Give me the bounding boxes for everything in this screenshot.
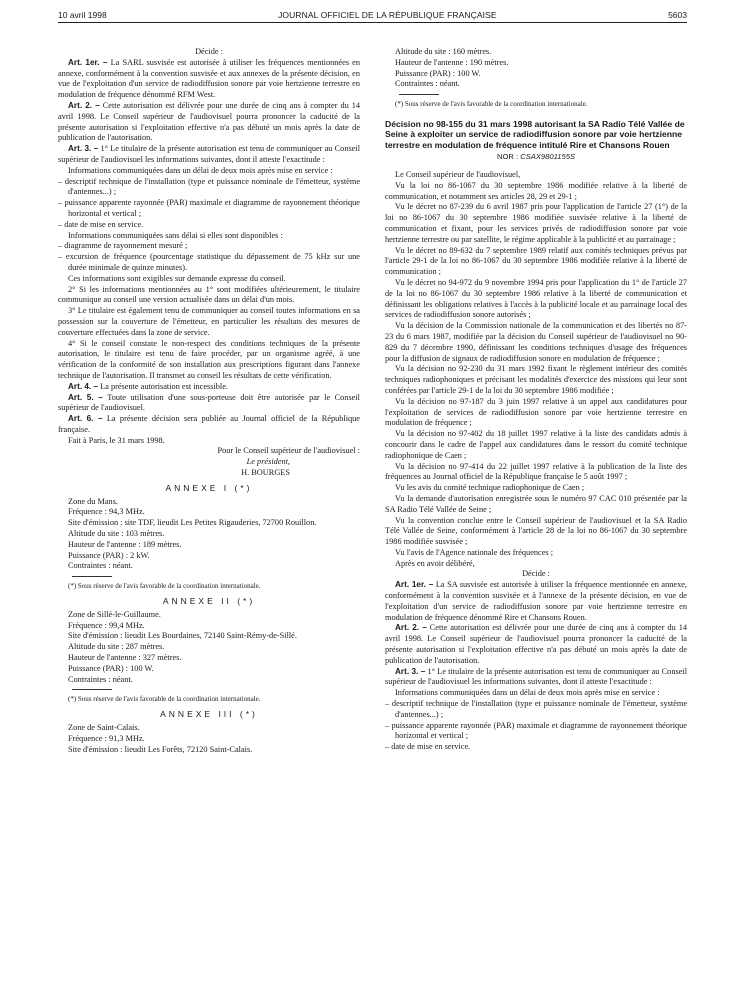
annexe-line: Zone de Saint-Calais. [68, 723, 140, 733]
visa: Vu la décision no 92-230 du 31 mars 1992 fixant le règlement intérieur des comités techniques radiophoniques et précisant les modalités d'exercice des missions qui leur sont conférées par l'article 29-1 de la loi du 30 septembre 1986 modifiée ; [385, 364, 687, 395]
article-label: Art. 1er. – [68, 57, 108, 67]
page-header [58, 8, 687, 23]
annexe-line: Hauteur de l'antenne : 189 mètres. [68, 539, 182, 549]
visa: Vu la décision no 97-414 du 22 juillet 1997 relative à la publication de la liste des fréquences au Journal officiel de la République française le 5 août 1997 ; [385, 461, 687, 482]
article-text: 1° Le titulaire de la présente autorisation est tenu de communiquer au Conseil supérieur de l'audiovisuel les informations suivantes, dont il atteste l'exactitude : [58, 144, 360, 164]
decision-title: Décision no 98-155 du 31 mars 1998 autorisant la SA Radio Télé Vallée de Seine à exploiter un service de radiodiffusion sonore par voie hertzienne terrestre en modulation de fréquence intitulé Rire et Chansons Rouen [385, 118, 685, 150]
right-column [385, 47, 687, 755]
nor-label: NOR : [497, 152, 519, 162]
visa: Vu la décision no 97-402 du 18 juillet 1997 relative à la liste des candidats admis à concourir dans le cadre de l'appel aux candidatures dans le ressort du comité technique radiophonique de Caen ; [385, 429, 687, 460]
list-item: – puissance apparente rayonnée (PAR) maximale et diagramme de rayonnement théorique horizontal et vertical ; [385, 720, 687, 741]
list-item: – excursion de fréquence (pourcentage statistique du dépassement de 75 kHz sur une durée minimale de quinze minutes). [58, 252, 360, 272]
article-text: La présente autorisation est incessible. [100, 381, 228, 391]
annexe-line: Contraintes : néant. [395, 79, 460, 89]
decide-heading: Décide : [522, 569, 550, 579]
article-label: Art. 2. – [395, 623, 427, 633]
article-label: Art. 3. – [395, 666, 426, 676]
article-text: Cette autorisation est délivrée pour une durée de cinq ans à compter du 14 avril 1998. Le Conseil supérieur de l'audiovisuel pourra prononcer la caducité de la présente autorisation si l'exploitation effective n'a pas débuté un mois après la date de publication de l'autorisation. [58, 100, 360, 143]
annexe-line: Puissance (PAR) : 100 W. [395, 68, 481, 78]
visa: Le Conseil supérieur de l'audiovisuel, [395, 170, 521, 179]
article-label: Art. 2. – [68, 100, 100, 110]
article-text: Cette autorisation est délivrée pour une durée de cinq ans à compter du 14 avril 1998. Le Conseil supérieur de l'audiovisuel pourra prononcer la caducité de la présente autorisation si l'exploitation effective n'a pas débuté un mois après la date de publication de l'autorisation. [385, 623, 687, 665]
annexe-line: Contraintes : néant. [68, 561, 133, 571]
article-label: Art. 3. – [68, 144, 99, 154]
article-5 [58, 393, 360, 415]
annexe-line: Zone du Mans. [68, 496, 119, 506]
visa: Vu la décision de la Commission nationale de la communication et des libertés no 87-23 du 6 mars 1987, modifiée par la décision du Conseil supérieur de l'audiovisuel no 90-829 du 7 décembre 1990, définissant les conditions techniques d'usage des fréquences pour la diffusion de signaux de radiodiffusion sonore en modulation de fréquence ; [385, 321, 687, 363]
article-text: La SARL susvisée est autorisée à utiliser les fréquences mentionnées en annexe, conformément à la convention susvisée et aux annexes de la présente décision, en vue de l'exploitation d'un service de radiodiffusion sonore par voie hertzienne terrestre en modulation de fréquence dénommé RFM West. [58, 57, 360, 100]
annexe-line: Altitude du site : 287 mètres. [68, 642, 165, 652]
info-sans-delai: Informations communiquées sans délai si elles sont disponibles : [68, 230, 283, 240]
article-text: 1° Le titulaire de la présente autorisation est tenu de communiquer au Conseil supérieur de l'audiovisuel les informations suivantes, dont il atteste l'exactitude : [385, 666, 687, 687]
list-item: – diagramme de rayonnement mesuré ; [58, 241, 188, 251]
divider [72, 576, 112, 577]
article-text: La présente décision sera publiée au Journal officiel de la République française. [58, 414, 360, 434]
article-label: Art. 5. – [68, 392, 103, 402]
signatory-name: H. BOURGES [241, 468, 290, 478]
list-item: – date de mise en service. [58, 219, 144, 229]
annexe-line: Fréquence : 94,3 MHz. [68, 507, 145, 517]
annexe-2-heading: ANNEXE II (*) [162, 596, 256, 607]
article-3 [385, 667, 687, 689]
article-2 [58, 101, 360, 144]
footnote: (*) Sous réserve de l'avis favorable de la coordination internationale. [68, 582, 261, 591]
annexe-line: Site d'émission : lieudit Les Forêts, 72120 Saint-Calais. [68, 744, 253, 754]
visa: Vu le décret no 89-632 du 7 septembre 1989 relatif aux comités techniques prévus par l'article 29-1 de la loi no 86-1067 du 30 septembre 1986 modifiée relative à la liberté de communication ; [385, 245, 687, 277]
annexe-line: Fréquence : 91,3 MHz. [68, 733, 145, 743]
visa: Vu la loi no 86-1067 du 30 septembre 1986 modifiée relative à la liberté de communication, et notamment ses articles 28, 29 et 29-1 ; [385, 180, 687, 201]
annexe-line: Contraintes : néant. [68, 674, 133, 684]
visa: Vu l'avis de l'Agence nationale des fréquences ; [395, 547, 553, 557]
paragraph-3: 3° Le titulaire est également tenu de communiquer au conseil toutes informations en sa possession sur la couverture de l'émetteur, en particulier les résultats des mesures de couverture effectuées dans la zone de service. [58, 306, 360, 337]
visa: Vu la décision no 97-187 du 3 juin 1997 relative à un appel aux candidatures pour l'exploitation de services de radiodiffusion sonore par voie hertzienne terrestre en modulation de fréquence ; [385, 396, 687, 428]
visa: Vu la convention conclue entre le Conseil supérieur de l'audiovisuel et la SA Radio Télé Vallée de Seine, conformément à l'article 28 de la loi no 86-1067 du 30 septembre 1986 modifiée susvisée ; [385, 515, 687, 547]
annexe-line: Hauteur de l'antenne : 190 mètres. [395, 57, 509, 67]
info-delai: Informations communiquées dans un délai de deux mois après mise en service : [395, 688, 660, 698]
article-label: Art. 6. – [68, 414, 103, 424]
article-4 [58, 382, 360, 393]
list-item: – descriptif technique de l'installation (type et puissance nominale de l'émetteur, système d'antennes...) ; [385, 699, 687, 719]
visa: Vu les avis du comité technique radiophonique de Caen ; [395, 483, 585, 493]
header-page-number: 5603 [668, 10, 687, 20]
annexe-line: Hauteur de l'antenne : 327 mètres. [68, 653, 182, 663]
list-item: – puissance apparente rayonnée (PAR) maximale et diagramme de rayonnement théorique horizontal et vertical ; [58, 198, 360, 218]
paragraph-2: 2° Si les informations mentionnées au 1° sont modifiées ultérieurement, le titulaire communique au conseil une version actualisée dans un délai d'un mois. [58, 284, 360, 305]
footnote: (*) Sous réserve de l'avis favorable de la coordination internationale. [395, 100, 588, 109]
article-2 [385, 623, 687, 666]
header-date: 10 avril 1998 [58, 10, 107, 20]
article-text: Toute utilisation d'une sous-porteuse doit être autorisée par le Conseil supérieur de l'audiovisuel. [58, 392, 360, 413]
article-6 [58, 414, 360, 436]
divider [72, 689, 112, 690]
annexe-line: Puissance (PAR) : 100 W. [68, 663, 154, 673]
article-1 [385, 580, 687, 623]
visa: Vu le décret no 94-972 du 9 novembre 1994 pris pour l'application du 1° de l'article 27 de la loi no 86-1067 du 30 septembre 1986 relative à la liberté de communication et définissant les obligations relatives à l'accès à la publicité locale et au parrainage local des services de radiodiffusion sonore autorisés ; [385, 277, 687, 320]
paragraph-4: 4° Si le conseil constate le non-respect des conditions techniques de la présente autorisation, le titulaire est tenu de faire procéder, par un organisme agréé, à une vérification de la conformité de son installation aux prescriptions figurant dans l'annexe technique de l'autorisation. Il transmet au conseil les résultats de cette vérification. [58, 338, 360, 380]
pour-le-conseil: Pour le Conseil supérieur de l'audiovisuel : [217, 446, 360, 456]
annexe-1-heading: ANNEXE I (*) [165, 482, 253, 493]
article-label: Art. 1er. – [395, 580, 434, 590]
article-text: La SA susvisée est autorisée à utiliser la fréquence mentionnée en annexe, conformément à la convention susvisée et à l'annexe de la présente décision, en vue de l'exploitation d'un service de radiodiffusion sonore par voie hertzienne terrestre en modulation de fréquence dénommé Rire et Chansons Rouen. [385, 580, 687, 622]
visa: Après en avoir délibéré, [395, 558, 475, 568]
decide-heading: Décide : [195, 47, 223, 56]
list-item: – date de mise en service. [385, 742, 471, 752]
info-delai: Informations communiquées dans un délai de deux mois après mise en service : [68, 165, 333, 175]
header-title: JOURNAL OFFICIEL DE LA RÉPUBLIQUE FRANÇAISE [278, 10, 497, 20]
annexe-line: Altitude du site : 103 mètres. [68, 529, 165, 539]
left-column [58, 47, 360, 755]
annexe-3-heading: ANNEXE III (*) [160, 709, 258, 720]
annexe-line: Altitude du site : 160 mètres. [395, 47, 492, 56]
president-title: Le président, [246, 457, 290, 467]
annexe-line: Puissance (PAR) : 2 kW. [68, 550, 150, 560]
article-3 [58, 144, 360, 166]
annexe-line: Site d'émission : site TDF, lieudit Les Petites Rigauderies, 72700 Rouillon. [68, 518, 317, 528]
annexe-line: Zone de Sillé-le-Guillaume. [68, 609, 161, 619]
article-1 [58, 58, 360, 101]
list-item: – descriptif technique de l'installation (type et puissance nominale de l'émetteur, système d'antennes...) ; [58, 176, 360, 197]
nor-code: CSAX9801155S [520, 152, 575, 162]
annexe-line: Site d'émission : lieudit Les Bourdaines, 72140 Saint-Rémy-de-Sillé. [68, 631, 297, 641]
annexe-line: Fréquence : 99,4 MHz. [68, 620, 145, 630]
visa: Vu le décret no 87-239 du 6 avril 1987 pris pour l'application de l'article 27 (1°) de la loi no 86-1067 du 30 septembre 1986 modifiée susvisée relative à la liberté de communication et fixant, pour les services privés de radiodiffusion sonore par voie hertzienne terrestre ou par satellite, le régime applicable à la publicité et au parrainage ; [385, 202, 687, 244]
divider [399, 94, 439, 95]
article-label: Art. 4. – [68, 381, 99, 391]
fait-a-paris: Fait à Paris, le 31 mars 1998. [68, 435, 165, 445]
visa: Vu la demande d'autorisation enregistrée sous le numéro 97 CAC 010 présentée par la SA Radio Télé Vallée de Seine ; [385, 493, 687, 514]
nor-reference [385, 152, 687, 163]
footnote: (*) Sous réserve de l'avis favorable de la coordination internationale. [68, 695, 261, 704]
exigibles-text: Ces informations sont exigibles sur demande expresse du conseil. [68, 273, 286, 283]
